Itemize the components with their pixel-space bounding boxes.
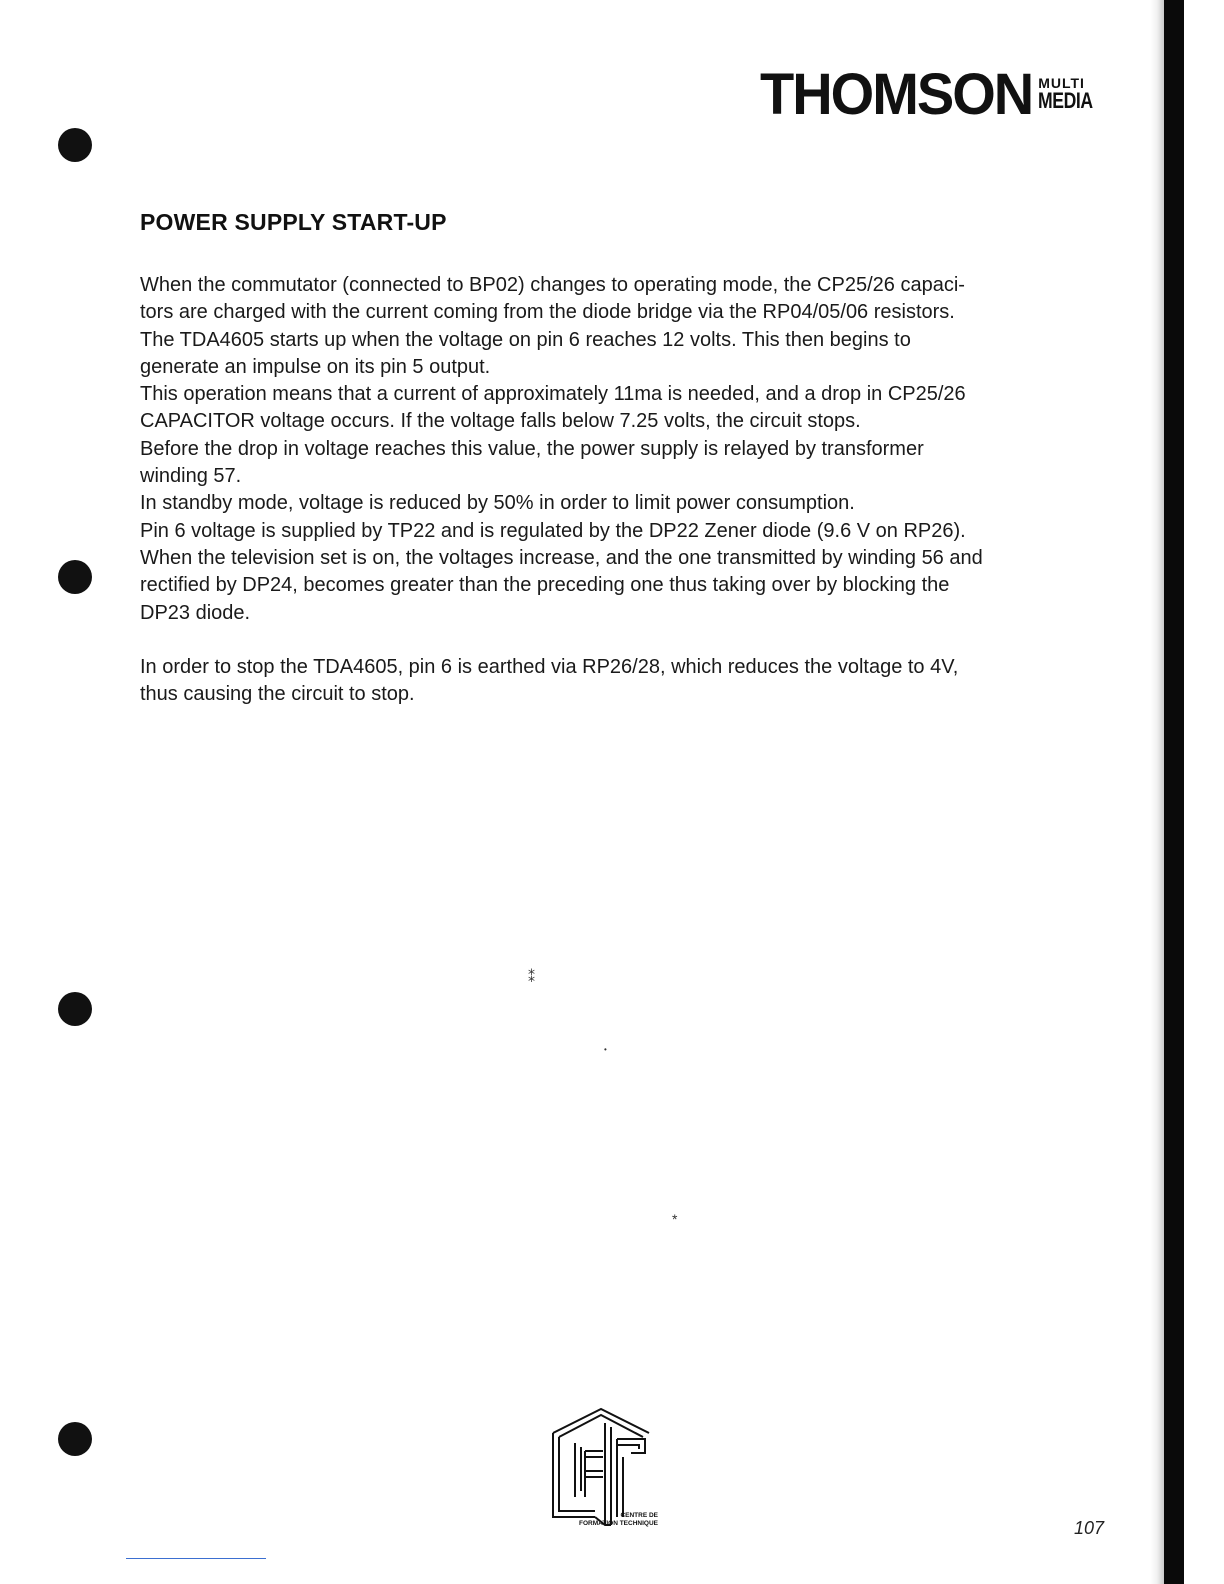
closing-line: thus causing the circuit to stop. <box>140 683 415 706</box>
scan-black-band <box>1164 0 1184 1584</box>
body-line: CAPACITOR voltage occurs. If the voltage falls below 7.25 volts, the circuit stops. <box>140 410 861 433</box>
brand-sub-bottom: MEDIA <box>1038 88 1093 113</box>
scanned-page-edge <box>1150 0 1224 1584</box>
brand-subtitle <box>1038 76 1106 112</box>
body-line: tors are charged with the current coming from the diode bridge via the RP04/05/06 resistors. <box>140 301 955 324</box>
cft-caption-line2: FORMATION TECHNIQUE <box>579 1520 658 1527</box>
body-line: generate an impulse on its pin 5 output. <box>140 355 491 378</box>
body-line: DP23 diode. <box>140 601 251 624</box>
section-title: POWER SUPPLY START-UP <box>140 209 447 235</box>
body-line: Pin 6 voltage is supplied by TP22 and is regulated by the DP22 Zener diode (9.6 V on RP26). <box>140 519 966 542</box>
binder-hole-4 <box>58 1422 92 1456</box>
body-line: The TDA4605 starts up when the voltage on pin 6 reaches 12 volts. This then begins to <box>140 328 911 351</box>
scan-speck: ⁑ <box>528 969 535 985</box>
closing-line: In order to stop the TDA4605, pin 6 is earthed via RP26/28, which reduces the voltage to 4V, <box>140 655 959 678</box>
body-line: winding 57. <box>140 465 242 488</box>
cft-caption <box>548 1512 658 1528</box>
binder-hole-3 <box>58 992 92 1026</box>
brand-sub-top: MULTI <box>1038 75 1085 91</box>
cft-caption-line1: CENTRE DE <box>620 1512 658 1519</box>
brand-name: THOMSON <box>760 60 1033 127</box>
body-line: When the commutator (connected to BP02) changes to operating mode, the CP25/26 capaci- <box>140 274 965 296</box>
footnote-rule <box>126 1558 266 1559</box>
binder-hole-1 <box>58 128 92 162</box>
body-line: Before the drop in voltage reaches this value, the power supply is relayed by transformer <box>140 437 924 460</box>
body-line: This operation means that a current of approximately 11ma is needed, and a drop in CP25/26 <box>140 383 966 406</box>
page-number: 107 <box>1074 1518 1105 1538</box>
body-line: In standby mode, voltage is reduced by 50% in order to limit power consumption. <box>140 492 855 515</box>
body-line: rectified by DP24, becomes greater than the preceding one thus taking over by blocking the <box>140 574 950 597</box>
scan-speck: * <box>672 1211 678 1227</box>
body-line: When the television set is on, the voltages increase, and the one transmitted by winding 56 and <box>140 546 983 569</box>
thomson-multimedia-logo <box>760 60 1107 127</box>
scan-speck: • <box>604 1045 607 1054</box>
binder-hole-2 <box>58 560 92 594</box>
body-text <box>140 272 1115 708</box>
